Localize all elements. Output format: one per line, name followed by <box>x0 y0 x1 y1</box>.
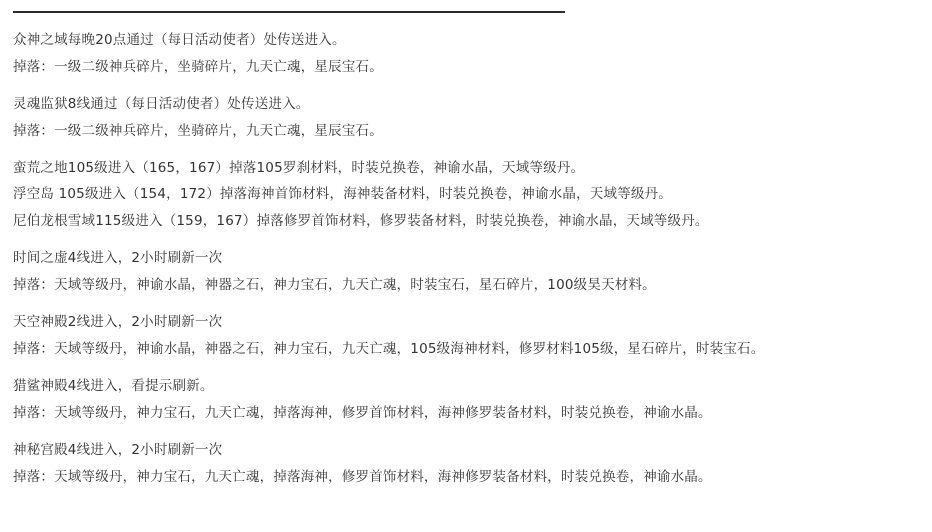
text-line: 掉落：天域等级丹，神谕水晶，神器之石，神力宝石，九天亡魂，时装宝石，星石碎片，100级昊天材料。 <box>13 277 656 293</box>
top-divider <box>13 11 565 13</box>
text-line: 掉落：一级二级神兵碎片，坐骑碎片，九天亡魂，星辰宝石。 <box>13 59 383 75</box>
text-line: 时间之虚4线进入，2小时刷新一次 <box>13 250 223 266</box>
text-line: 众神之域每晚20点通过（每日活动使者）处传送进入。 <box>13 32 346 48</box>
text-line: 掉落：天域等级丹，神力宝石，九天亡魂，掉落海神，修罗首饰材料，海神修罗装备材料，时装兑换卷，神谕水晶。 <box>13 469 712 485</box>
text-line: 蛮荒之地105级进入（165，167）掉落105罗刹材料，时装兑换卷，神谕水晶，天域等级丹。 <box>13 160 585 176</box>
text-line: 尼伯龙根雪域115级进入（159，167）掉落修罗首饰材料，修罗装备材料，时装兑换卷，神谕水晶，天域等级丹。 <box>13 213 709 229</box>
text-line: 掉落：天域等级丹，神谕水晶，神器之石，神力宝石，九天亡魂，105级海神材料，修罗材料105级，星石碎片，时装宝石。 <box>13 341 765 357</box>
text-line: 猎鲨神殿4线进入，看提示刷新。 <box>13 378 214 394</box>
text-line: 天空神殿2线进入，2小时刷新一次 <box>13 314 223 330</box>
text-line: 神秘宫殿4线进入，2小时刷新一次 <box>13 442 223 458</box>
text-line: 掉落：天域等级丹，神力宝石，九天亡魂，掉落海神，修罗首饰材料，海神修罗装备材料，时装兑换卷，神谕水晶。 <box>13 405 712 421</box>
text-line: 掉落：一级二级神兵碎片，坐骑碎片，九天亡魂，星辰宝石。 <box>13 123 383 139</box>
text-line: 灵魂监狱8线通过（每日活动使者）处传送进入。 <box>13 96 310 112</box>
text-line: 浮空岛 105级进入（154，172）掉落海神首饰材料，海神装备材料，时装兑换卷，神谕水晶，天域等级丹。 <box>13 186 672 202</box>
